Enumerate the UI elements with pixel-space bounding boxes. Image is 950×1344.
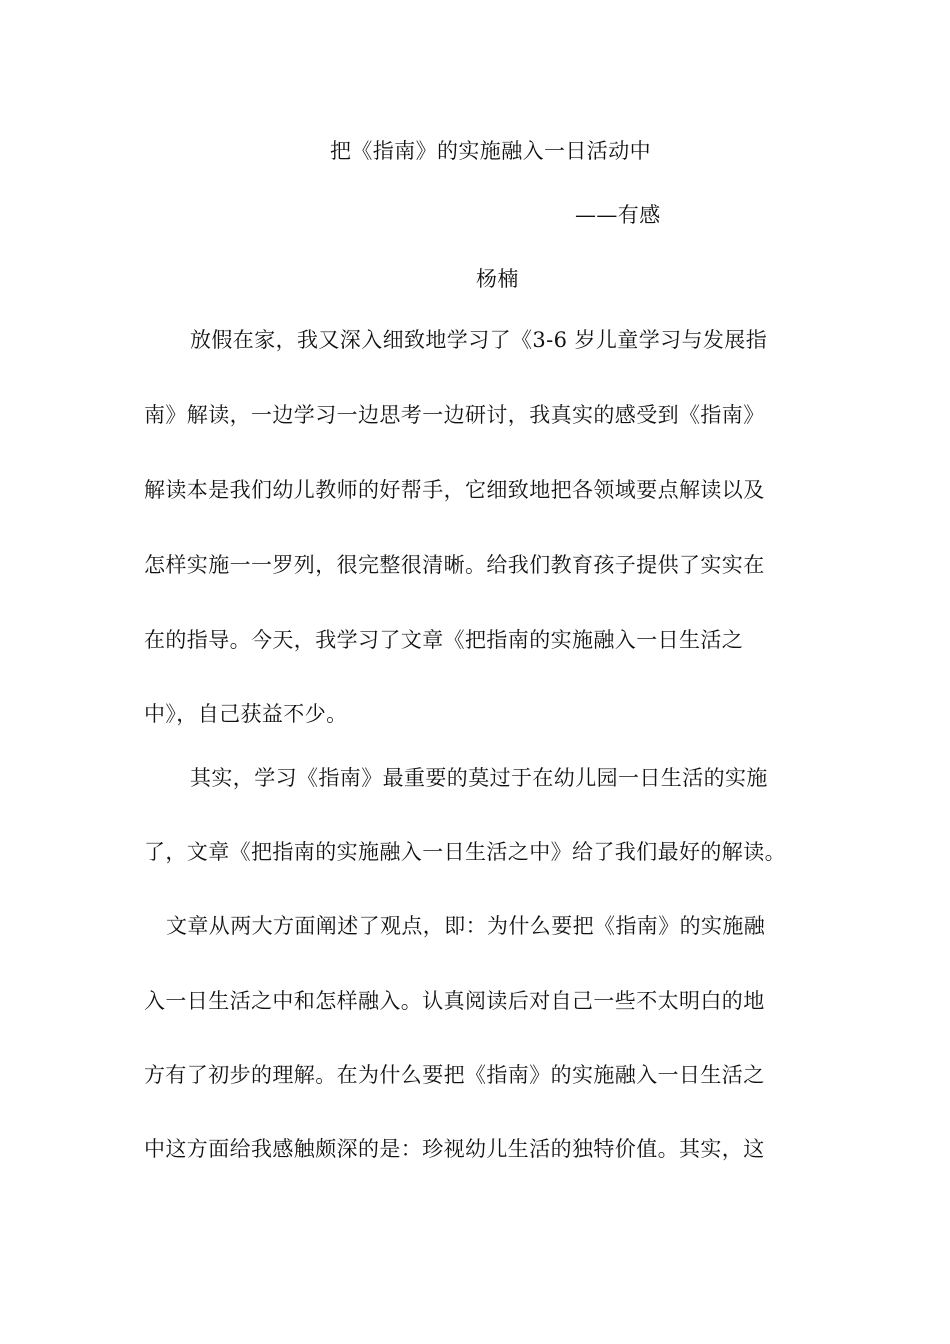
body-line: 入一日生活之中和怎样融入。认真阅读后对自己一些不太明白的地	[144, 989, 765, 1013]
body-line: 文章从两大方面阐述了观点，即：为什么要把《指南》的实施融	[166, 914, 766, 938]
body-line: 怎样实施一一罗列，很完整很清晰。给我们教育孩子提供了实实在	[144, 553, 765, 577]
body-line: 南》解读，一边学习一边思考一边研讨，我真实的感受到《指南》	[144, 403, 765, 427]
body-line: 方有了初步的理解。在为什么要把《指南》的实施融入一日生活之	[144, 1063, 765, 1087]
document-author: 杨楠	[476, 267, 519, 291]
body-line: 中》，自己获益不少。	[144, 702, 348, 726]
body-line: 解读本是我们幼儿教师的好帮手，它细致地把各领域要点解读以及	[144, 478, 765, 502]
body-line: 中这方面给我感触颇深的是：珍视幼儿生活的独特价值。其实，这	[144, 1137, 765, 1161]
body-line: 在的指导。今天，我学习了文章《把指南的实施融入一日生活之	[144, 628, 744, 652]
body-line: 了，文章《把指南的实施融入一日生活之中》给了我们最好的解读。	[144, 840, 786, 864]
document-subtitle: ——有感	[575, 203, 661, 227]
body-line: 其实，学习《指南》最重要的莫过于在幼儿园一日生活的实施	[190, 766, 768, 790]
body-line: 放假在家，我又深入细致地学习了《3-6 岁儿童学习与发展指	[190, 328, 768, 352]
document-title: 把《指南》的实施融入一日活动中	[330, 139, 651, 163]
